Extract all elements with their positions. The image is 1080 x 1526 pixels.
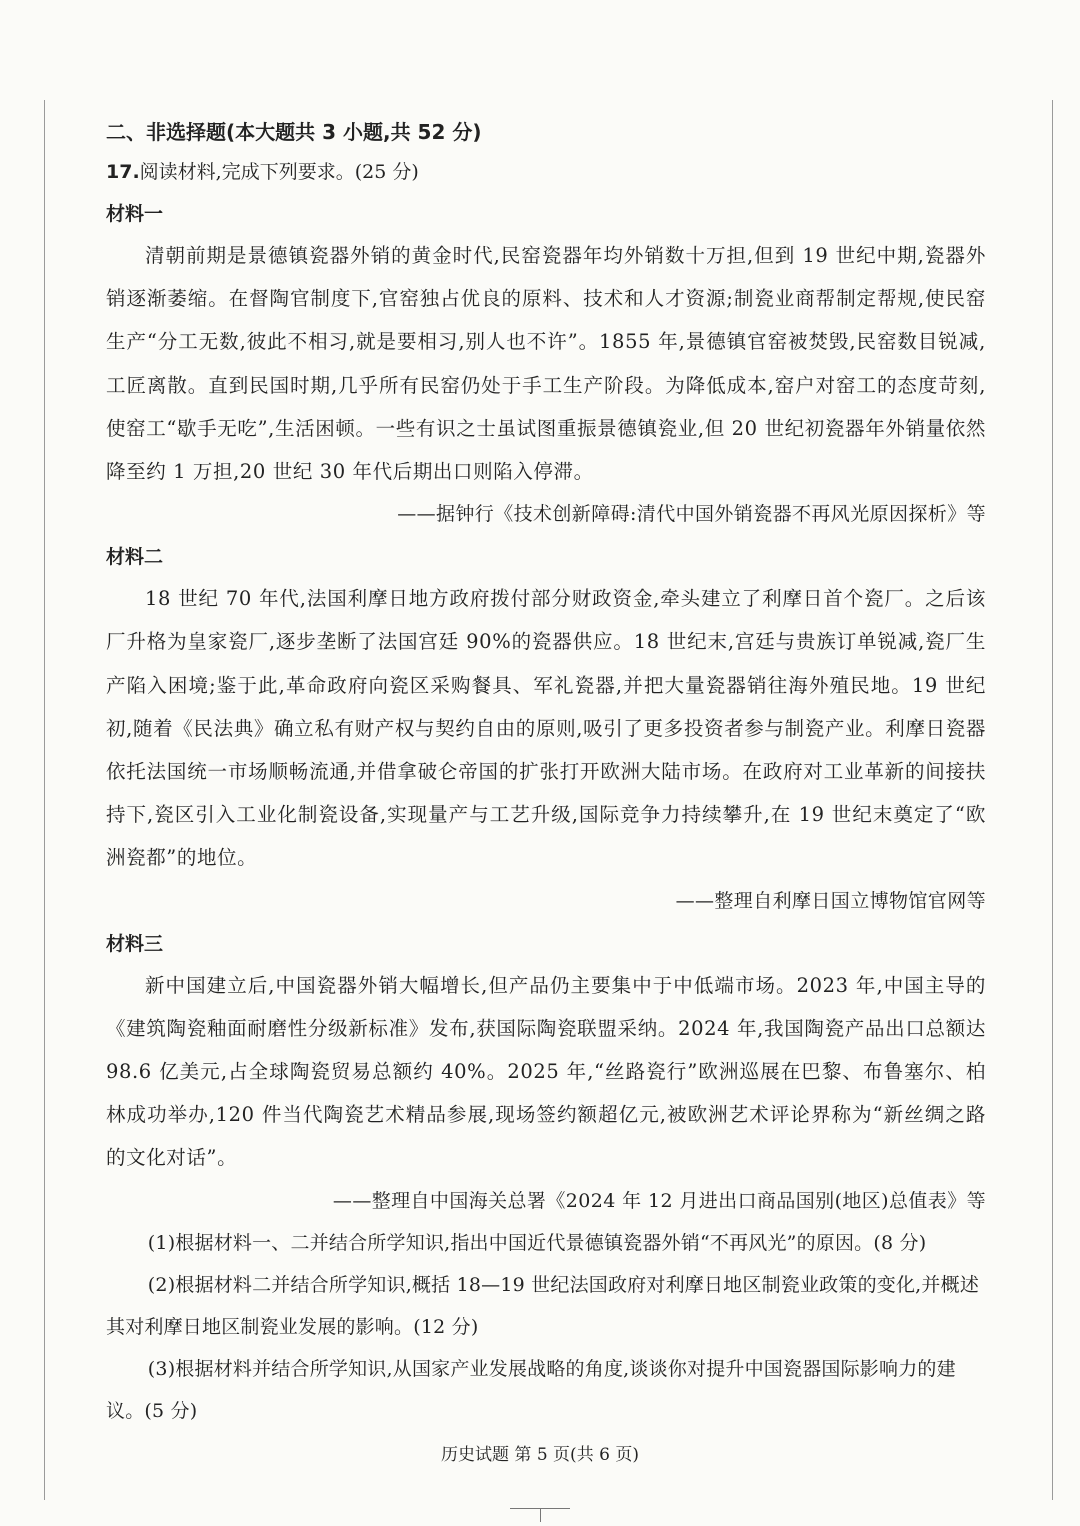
material-1-source: ——据钟行《技术创新障碍:清代中国外销瓷器不再风光原因探析》等 — [397, 503, 986, 526]
page-footer: 历史试题 第 5 页(共 6 页) — [441, 1445, 639, 1465]
subquestion-2: (2)根据材料二并结合所学知识,概括 18—19 世纪法国政府对利摩日地区制瓷业政策的变化,并概述其对利摩日地区制瓷业发展的影响。(12 分) — [106, 1273, 980, 1338]
material-2-title: 材料二 — [106, 546, 164, 569]
right-margin-line — [1052, 100, 1053, 1500]
subquestions — [106, 1222, 986, 1432]
material-1 — [106, 194, 986, 535]
question-17 — [106, 152, 986, 192]
section-title: 二、非选择题(本大题共 3 小题,共 52 分) — [106, 120, 482, 144]
material-3-source: ——整理自中国海关总署《2024 年 12 月进出口商品国别(地区)总值表》等 — [332, 1189, 986, 1212]
material-3-title: 材料三 — [106, 932, 164, 955]
left-margin-line — [44, 100, 45, 1500]
footer-binding-tick — [540, 1508, 541, 1522]
material-1-body: 清朝前期是景德镇瓷器外销的黄金时代,民窑瓷器年均外销数十万担,但到 19 世纪中期,瓷器外销逐渐萎缩。在督陶官制度下,官窑独占优良的原料、技术和人才资源;制瓷业商帮制定帮规,使民窑生产“分工无数,彼此不相习,就是要相习,别人也不许”。1855 年,景德镇官窑被焚毁,民窑数目锐减,工匠离散。直到民国时期,几乎所有民窑仍处于手工生产阶段。为降低成本,窑户对窑工的态度苛刻,使窑工“歇手无吃”,生活困顿。一些有识之士虽试图重振景德镇瓷业,但 20 世纪初瓷器年外销量依然降至约 1 万担,20 世纪 30 年代后期出口则陷入停滞。 — [106, 244, 986, 484]
content-area — [106, 112, 986, 1432]
question-number: 17. — [106, 161, 140, 183]
material-2-body: 18 世纪 70 年代,法国利摩日地方政府拨付部分财政资金,牵头建立了利摩日首个瓷厂。之后该厂升格为皇家瓷厂,逐步垄断了法国宫廷 90%的瓷器供应。18 世纪末,宫廷与贵族订单锐减,瓷厂生产陷入困境;鉴于此,革命政府向瓷区采购餐具、军礼瓷器,并把大量瓷器销往海外殖民地。19 世纪初,随着《民法典》确立私有财产权与契约自由的原则,吸引了更多投资者参与制瓷产业。利摩日瓷器依托法国统一市场顺畅流通,并借拿破仑帝国的扩张打开欧洲大陆市场。在政府对工业革新的间接扶持下,瓷区引入工业化制瓷设备,实现量产与工艺升级,国际竞争力持续攀升,在 19 世纪末奠定了“欧洲瓷都”的地位。 — [106, 587, 986, 870]
material-3-body: 新中国建立后,中国瓷器外销大幅增长,但产品仍主要集中于中低端市场。2023 年,中国主导的《建筑陶瓷釉面耐磨性分级新标准》发布,获国际陶瓷联盟采纳。2024 年,我国陶瓷产品出口总额达 98.6 亿美元,占全球陶瓷贸易总额约 40%。2025 年,“丝路瓷行”欧洲巡展在巴黎、布鲁塞尔、柏林成功举办,120 件当代陶瓷艺术精品参展,现场签约额超亿元,被欧洲艺术评论界称为“新丝绸之路的文化对话”。 — [106, 973, 986, 1170]
question-text: 阅读材料,完成下列要求。(25 分) — [139, 161, 419, 183]
material-2 — [106, 537, 986, 921]
subquestion-3: (3)根据材料并结合所学知识,从国家产业发展战略的角度,谈谈你对提升中国瓷器国际影响力的建议。(5 分) — [106, 1357, 956, 1422]
material-1-title: 材料一 — [106, 203, 164, 225]
material-3 — [106, 924, 986, 1222]
material-2-source: ——整理自利摩日国立博物馆官网等 — [675, 889, 986, 912]
subquestion-1: (1)根据材料一、二并结合所学知识,指出中国近代景德镇瓷器外销“不再风光”的原因。(8 分) — [147, 1231, 927, 1254]
